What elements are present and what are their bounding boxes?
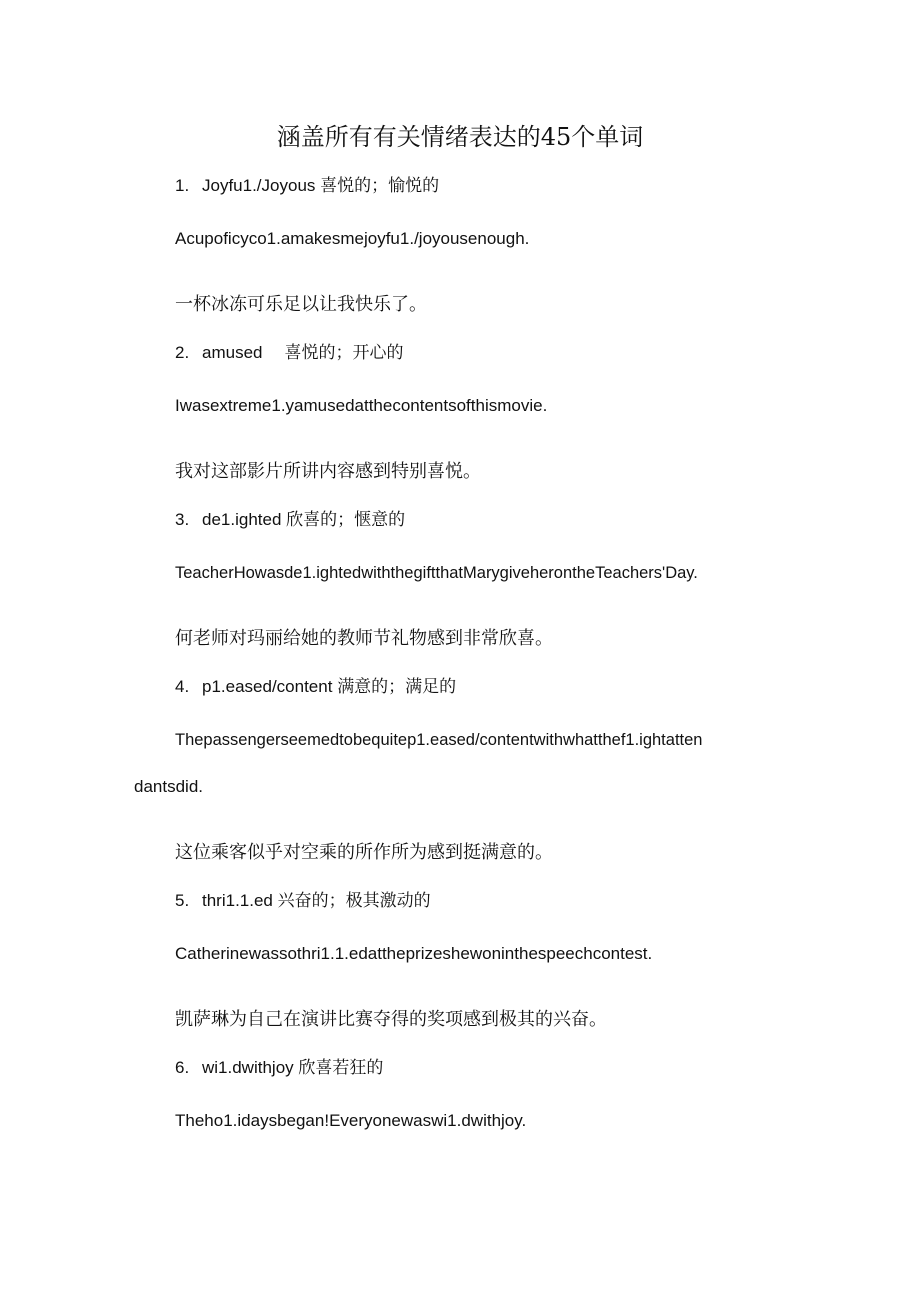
entry-gloss: 喜悦的；开心的 xyxy=(284,343,404,363)
entry-gloss: 兴奋的；极其激动的 xyxy=(277,891,431,911)
entry-example-5: Catherinewassothri1.1.edattheprizeshewoninthespeechcontest. xyxy=(175,944,653,963)
entry-example-4: Thepassengerseemedtobequitep1.eased/contentwithwhatthef1.ightatten xyxy=(175,731,703,749)
entry-example-4-continued: dantsdid. xyxy=(134,777,203,796)
entry-term: amused xyxy=(202,343,263,362)
entry-example-2: Iwasextreme1.yamusedatthecontentsofthismovie. xyxy=(175,396,548,415)
entry-translation-1: 一杯冰冻可乐足以让我快乐了。 xyxy=(175,294,427,315)
entry-number: 3. xyxy=(175,510,190,529)
entry-heading-5 xyxy=(175,887,431,915)
entry-translation-5: 凯萨琳为自己在演讲比赛夺得的奖项感到极其的兴奋。 xyxy=(175,1009,607,1030)
entry-heading-4 xyxy=(175,673,456,701)
entry-gloss: 满意的；满足的 xyxy=(337,677,457,697)
entry-term: thri1.1.ed xyxy=(202,891,273,910)
entry-term: wi1.dwithjoy xyxy=(202,1058,294,1077)
entry-heading-2 xyxy=(175,339,403,367)
entry-translation-3: 何老师对玛丽给她的教师节礼物感到非常欣喜。 xyxy=(175,628,553,649)
entry-heading-6 xyxy=(175,1054,383,1082)
entry-term: Joyfu1./Joyous xyxy=(202,176,316,195)
entry-term: de1.ighted xyxy=(202,510,282,529)
document-title: 涵盖所有有关情绪表达的45个单词 xyxy=(276,123,644,151)
entry-translation-2: 我对这部影片所讲内容感到特别喜悦。 xyxy=(175,461,481,482)
entry-heading-1 xyxy=(175,172,439,200)
entry-term: p1.eased/content xyxy=(202,677,333,696)
entry-gloss: 欣喜若狂的 xyxy=(298,1058,384,1078)
entry-number: 5. xyxy=(175,891,190,910)
entry-number: 2. xyxy=(175,343,190,362)
entry-gloss: 喜悦的；愉悦的 xyxy=(320,176,440,196)
entry-translation-4: 这位乘客似乎对空乘的所作所为感到挺满意的。 xyxy=(175,842,553,863)
entry-example-1: Acupoficyco1.amakesmejoyfu1./joyousenough. xyxy=(175,229,530,248)
entry-example-3: TeacherHowasde1.ightedwiththegiftthatMarygiveherontheTeachers'Day. xyxy=(175,564,698,582)
entry-gloss: 欣喜的；惬意的 xyxy=(286,510,406,530)
entry-number: 4. xyxy=(175,677,190,696)
entry-heading-3 xyxy=(175,506,405,534)
entry-example-6: Theho1.idaysbegan!Everyonewaswi1.dwithjoy. xyxy=(175,1111,527,1130)
entry-number: 1. xyxy=(175,176,190,195)
entry-number: 6. xyxy=(175,1058,190,1077)
